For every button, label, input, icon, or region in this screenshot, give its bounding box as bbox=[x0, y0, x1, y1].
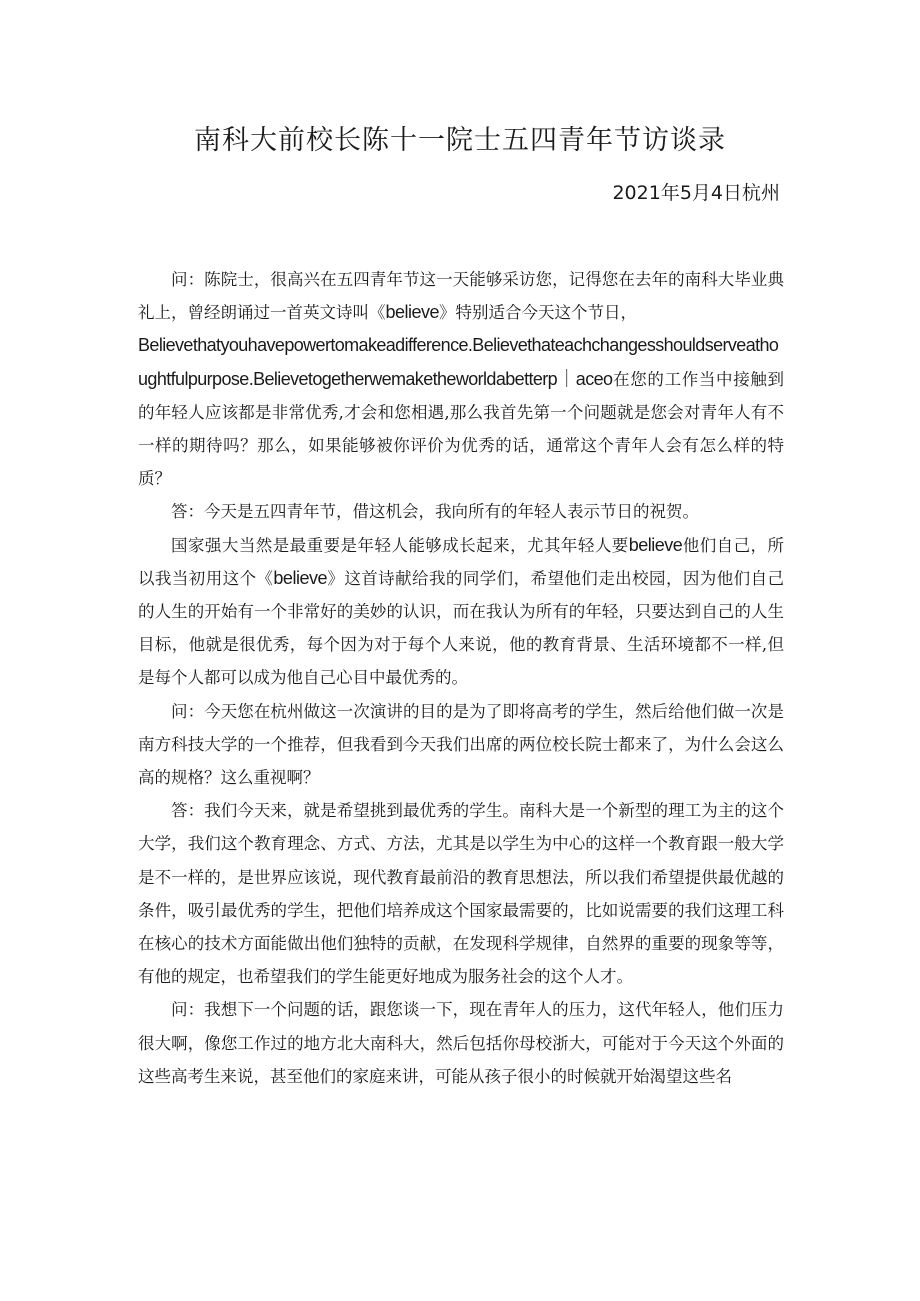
paragraph-question-1 bbox=[138, 263, 784, 495]
answer-1-before: 国家强大当然是最重要是年轻人能够成长起来，尤其年轻人要 bbox=[171, 535, 629, 555]
believe-word-2: believe bbox=[273, 567, 327, 588]
paragraph-answer-1: 答：今天是五四青年节，借这机会，我向所有的年轻人表示节日的祝贺。 bbox=[171, 502, 699, 522]
question-1-intro: 问：陈院士，很高兴在五四青年节这一天能够采访您，记得您在去年的南科大毕业典礼上，曾经朗诵过一首英文诗叫《 bbox=[138, 270, 784, 323]
paragraph-answer-1-cont bbox=[138, 529, 784, 695]
poem-english-content: Believethatyouhavepowertomakeadifference.Believethateachchangesshouldserveathoughtfulpurpose.Believetogetherwemaketheworldabetterp｜aceo bbox=[138, 335, 779, 389]
paragraph-question-3: 问：我想下一个问题的话，跟您谈一下，现在青年人的压力，这代年轻人，他们压力很大啊，像您工作过的地方北大南科大，然后包括你母校浙大，可能对于今天这个外面的这些高考生来说，甚至他们的家庭来讲，可能从孩子很小的时候就开始渴望这些名 bbox=[138, 1000, 784, 1086]
paragraph-question-2: 问：今天您在杭州做这一次演讲的目的是为了即将高考的学生，然后给他们做一次是南方科技大学的一个推荐，但我看到今天我们出席的两位校长院士都来了，为什么会这么高的规格？这么重视啊？ bbox=[138, 701, 784, 788]
answer-1-after: 》这首诗献给我的同学们，希望他们走出校园，因为他们自己的人生的开始有一个非常好的美妙的认识，而在我认为所有的年轻，只要达到自己的人生目标，他就是很优秀，每个因为对于每个人来说，他的教育背景、生活环境都不一样,但是每个人都可以成为他自己心目中最优秀的。 bbox=[138, 568, 785, 688]
document-body bbox=[138, 263, 784, 1093]
believe-word-1: believe bbox=[628, 534, 683, 555]
dateline: 2021年5月4日杭州 bbox=[612, 182, 780, 204]
paragraph-answer-2: 答：我们今天来，就是希望挑到最优秀的学生。南科大是一个新型的理工为主的这个大学，我们这个教育理念、方式、方法，尤其是以学生为中心的这样一个教育跟一般大学是不一样的，是世界应该说，现代教育最前沿的教育思想法，所以我们希望提供最优越的条件，吸引最优秀的学生，把他们培养成这个国家最需要的，比如说需要的我们这理工科在核心的技术方面能做出他们独特的贡献，在发现科学规律，自然界的重要的现象等等，有他的规定，也希望我们的学生能更好地成为服务社会的这个人才。 bbox=[138, 801, 784, 987]
question-1-intro-after: 》特别适合今天这个节日， bbox=[439, 303, 638, 323]
question-1-rest: 在您的工作当中接触到的年轻人应该都是非常优秀,才会和您相遇,那么我首先第一个问题就是您会对青年人有不一样的期待吗？那么，如果能够被你评价为优秀的话，通常这个青年人会有怎么样的特质？ bbox=[138, 369, 784, 489]
page-title: 南科大前校长陈十一院士五四青年节访谈录 bbox=[194, 125, 726, 156]
answer-1-middle: 他们自己，所以我当初用这个《 bbox=[138, 535, 784, 588]
poem-title: believe bbox=[385, 302, 440, 323]
poem-english-text bbox=[138, 329, 784, 495]
